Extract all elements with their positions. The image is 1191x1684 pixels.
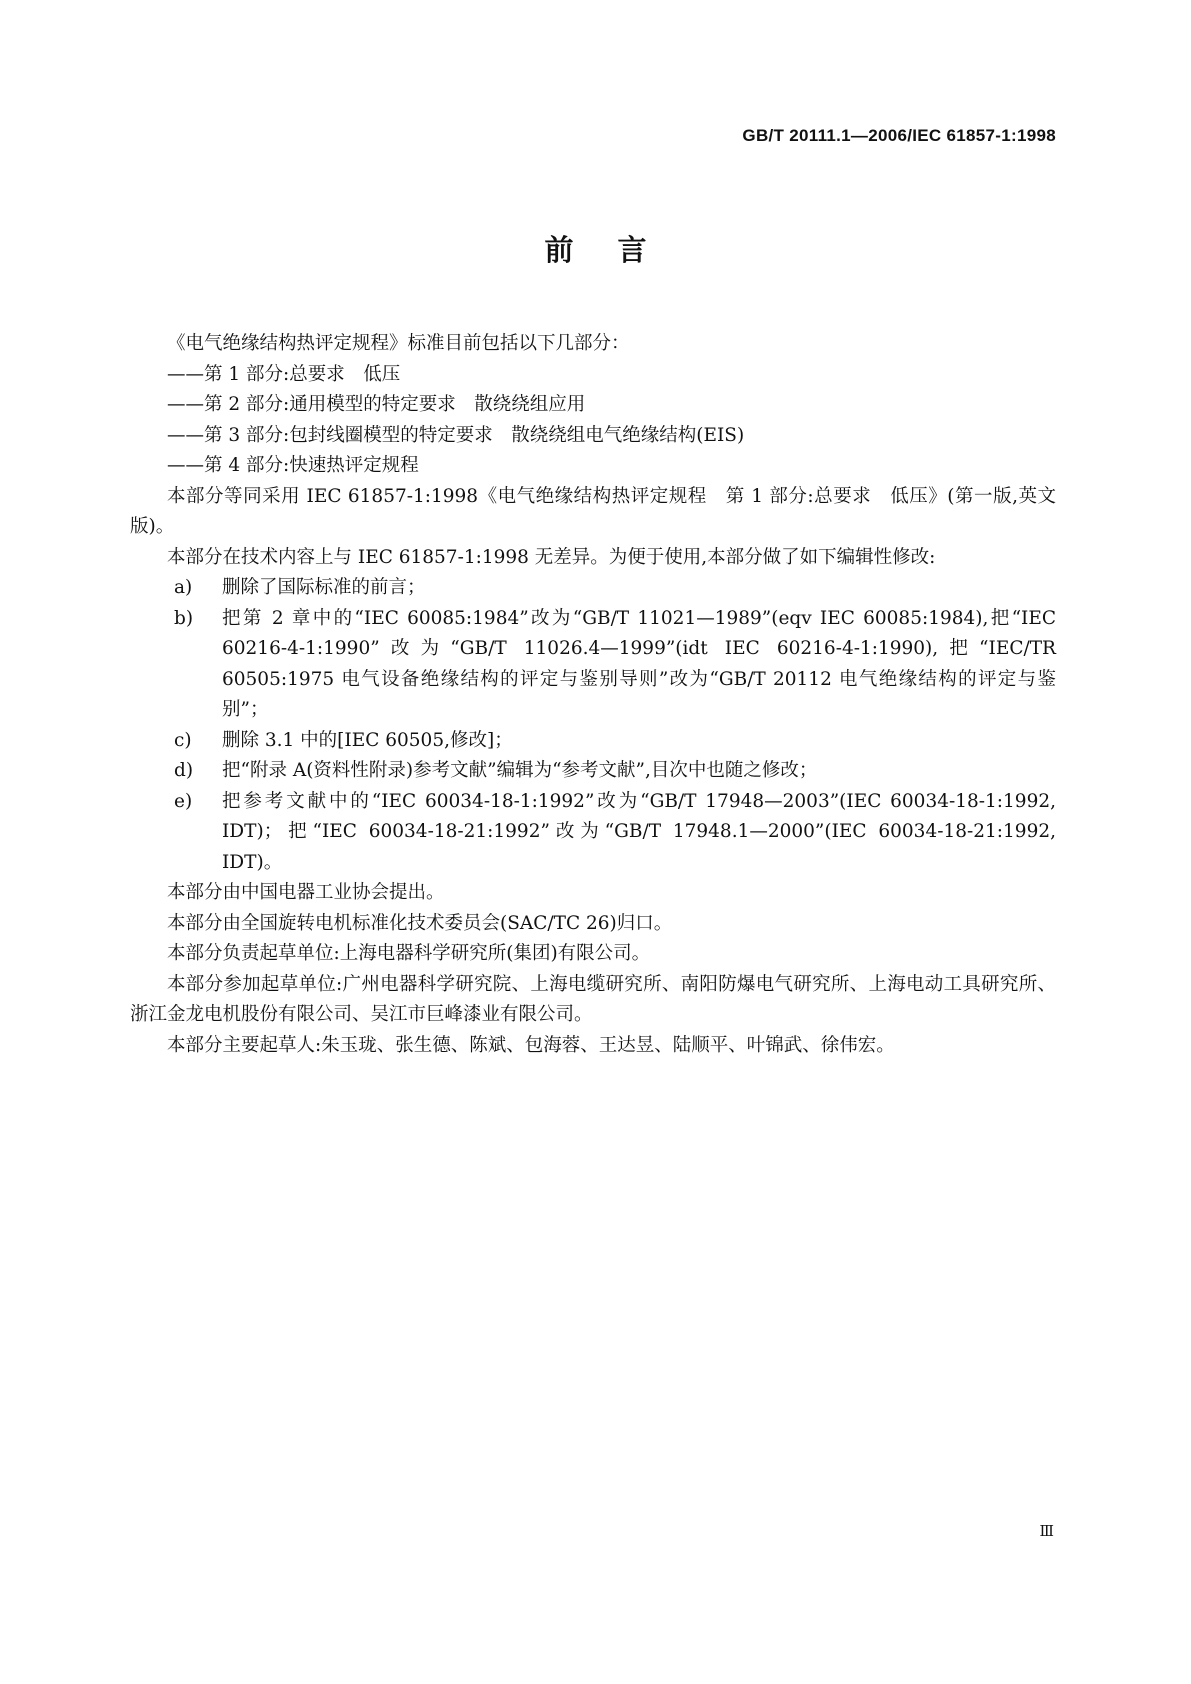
foreword-body [130,329,1056,1061]
change-text: 删除 3.1 中的[IEC 60505,修改]； [222,729,513,751]
change-text: 删除了国际标准的前言； [222,577,426,598]
page-title: 前言 [544,233,691,267]
change-marker: d) [174,760,194,781]
centralized-by-paragraph: 本部分由全国旋转电机标准化技术委员会(SAC/TC 26)归口。 [167,912,673,934]
change-marker: e) [174,790,193,812]
change-text: 把第 2 章中的“IEC 60085:1984”改为“GB/T 11021—1989”(eqv IEC 60085:1984),把“IEC 60216-4-1:1990”改为“GB/T 11026.4—1999”(idt IEC 60216-4-1:1990),把“IEC/TR 60505:1975 电气设备绝缘结构的评定与鉴别导则”改为“GB/T 20112 电气绝缘结构的评定与鉴别”； [222,607,1056,720]
change-item [130,787,1056,879]
standard-code: GB/T 20111.1—2006/IEC 61857-1:1998 [742,126,1056,145]
drafters-paragraph: 本部分主要起草人:朱玉珑、张生德、陈斌、包海蓉、王达昱、陆顺平、叶锦武、徐伟宏。 [167,1034,895,1056]
page-number: Ⅲ [1039,1522,1053,1540]
change-text: 把参考文献中的“IEC 60034-18-1:1992”改为“GB/T 17948—2003”(IEC 60034-18-1:1992, IDT)；把“IEC 60034-18-21:1992”改为“GB/T 17948.1—2000”(IEC 60034-18-21:1992, IDT)。 [222,790,1056,873]
change-item [130,573,1056,604]
proposed-by-paragraph: 本部分由中国电器工业协会提出。 [167,882,445,903]
part-item: ——第 2 部分:通用模型的特定要求 散绕绕组应用 [167,394,586,415]
differences-paragraph: 本部分在技术内容上与 IEC 61857-1:1998 无差异。为便于使用,本部分做了如下编辑性修改: [167,546,936,568]
change-item [130,756,1056,787]
part-item: ——第 4 部分:快速热评定规程 [167,455,419,476]
part-item: ——第 1 部分:总要求 低压 [167,363,401,385]
change-marker: c) [174,729,192,751]
adoption-paragraph: 本部分等同采用 IEC 61857-1:1998《电气绝缘结构热评定规程 第 1 部分:总要求 低压》(第一版,英文版)。 [130,485,1056,537]
change-item [130,604,1056,726]
change-item [130,726,1056,757]
intro-paragraph: 《电气绝缘结构热评定规程》标准目前包括以下几部分： [167,333,630,354]
change-text: 把“附录 A(资料性附录)参考文献”编辑为“参考文献”,目次中也随之修改； [222,760,818,781]
participating-units-paragraph: 本部分参加起草单位:广州电器科学研究院、上海电缆研究所、南阳防爆电气研究所、上海电动工具研究所、浙江金龙电机股份有限公司、吴江市巨峰漆业有限公司。 [130,973,1056,1025]
part-item: ——第 3 部分:包封线圈模型的特定要求 散绕绕组电气绝缘结构(EIS) [167,424,745,446]
change-marker: b) [174,607,194,629]
drafting-unit-paragraph: 本部分负责起草单位:上海电器科学研究所(集团)有限公司。 [167,943,651,964]
change-marker: a) [174,577,193,598]
